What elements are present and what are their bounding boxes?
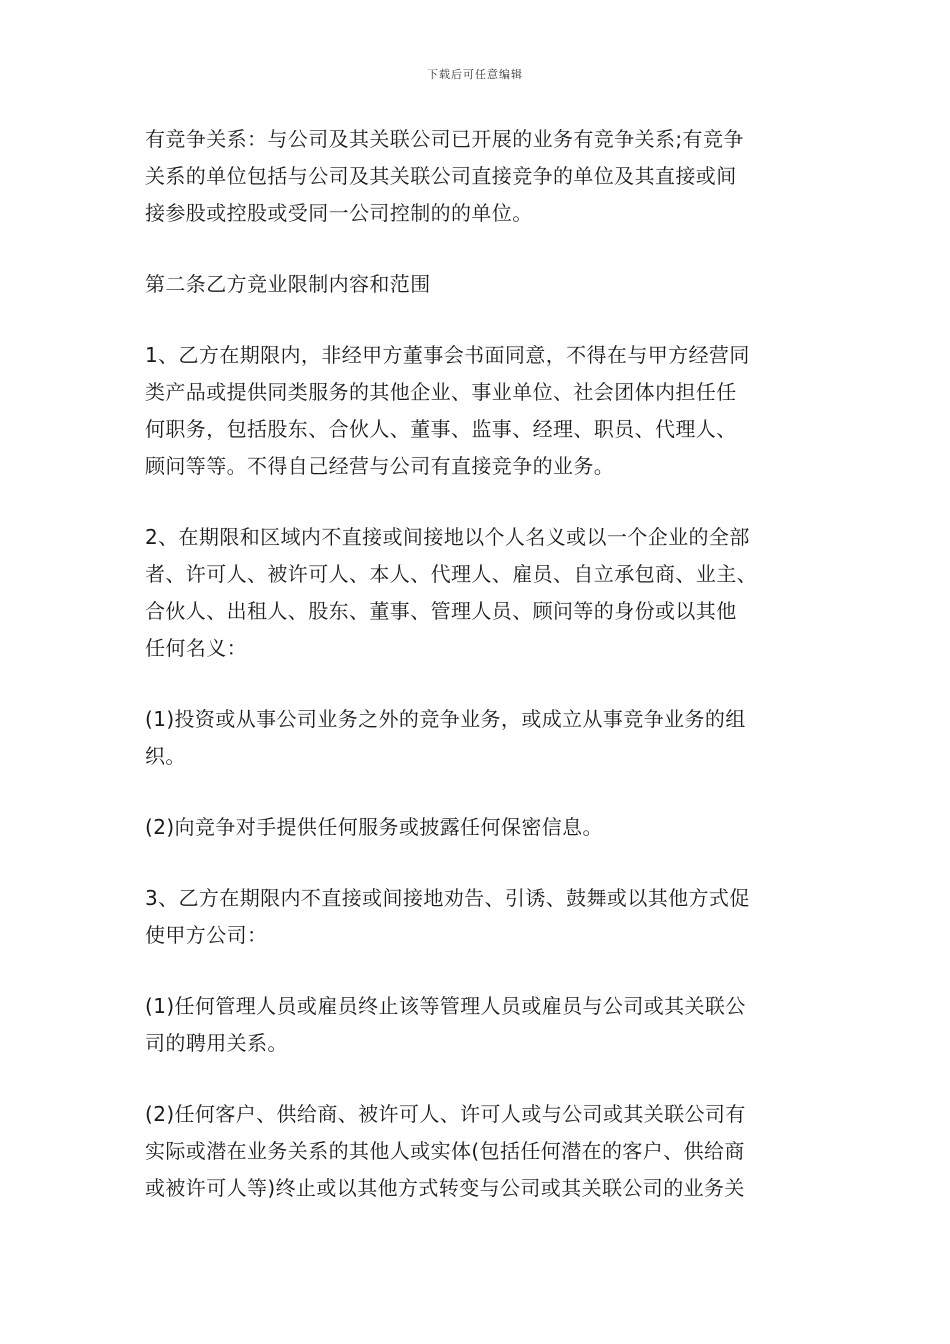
paragraph-item-1 [145, 337, 815, 485]
text-line: 者、许可人、被许可人、本人、代理人、雇员、自立承包商、业主、 [145, 562, 757, 586]
text-line: 何职务，包括股东、合伙人、董事、监事、经理、职员、代理人、 [145, 417, 737, 441]
text-line: 使甲方公司： [145, 923, 268, 947]
text-line: 合伙人、出租人、股东、董事、管理人员、顾问等的身份或以其他 [145, 599, 737, 623]
text-line: 司的聘用关系。 [145, 1031, 288, 1055]
section-heading [145, 266, 815, 303]
document-body [145, 121, 815, 1241]
text-line: (1)任何管理人员或雇员终止该等管理人员或雇员与公司或其关联公 [145, 994, 746, 1018]
paragraph-sub-item-2-2 [145, 809, 815, 846]
paragraph-item-3 [145, 880, 815, 954]
paragraph-sub-item-3-2 [145, 1096, 815, 1207]
paragraph-sub-item-3-1 [145, 988, 815, 1062]
text-line: (2)向竞争对手提供任何服务或披露任何保密信息。 [145, 815, 603, 839]
text-line: 1、乙方在期限内，非经甲方董事会书面同意，不得在与甲方经营同 [145, 343, 750, 367]
paragraph-1 [145, 121, 815, 232]
text-line: 任何名义： [145, 636, 247, 660]
text-line: 2、在期限和区域内不直接或间接地以个人名义或以一个企业的全部 [145, 525, 750, 549]
text-line: 或被许可人等)终止或以其他方式转变与公司或其关联公司的业务关 [145, 1176, 745, 1200]
page-header: 下载后可任意编辑 [427, 68, 523, 81]
text-line: 第二条乙方竞业限制内容和范围 [145, 272, 431, 296]
text-line: 3、乙方在期限内不直接或间接地劝告、引诱、鼓舞或以其他方式促 [145, 886, 750, 910]
text-line: (1)投资或从事公司业务之外的竞争业务，或成立从事竞争业务的组 [145, 707, 746, 731]
text-line: 织。 [145, 744, 186, 768]
text-line: 实际或潜在业务关系的其他人或实体(包括任何潜在的客户、供给商 [145, 1139, 745, 1163]
text-line: 类产品或提供同类服务的其他企业、事业单位、社会团体内担任任 [145, 380, 737, 404]
text-line: 关系的单位包括与公司及其关联公司直接竞争的单位及其直接或间 [145, 164, 737, 188]
text-line: 有竞争关系：与公司及其关联公司已开展的业务有竞争关系;有竞争 [145, 127, 744, 151]
text-line: 顾问等等。不得自己经营与公司有直接竞争的业务。 [145, 454, 615, 478]
paragraph-sub-item-2-1 [145, 701, 815, 775]
text-line: 接参股或控股或受同一公司控制的的单位。 [145, 201, 533, 225]
paragraph-item-2 [145, 519, 815, 667]
text-line: (2)任何客户、供给商、被许可人、许可人或与公司或其关联公司有 [145, 1102, 746, 1126]
